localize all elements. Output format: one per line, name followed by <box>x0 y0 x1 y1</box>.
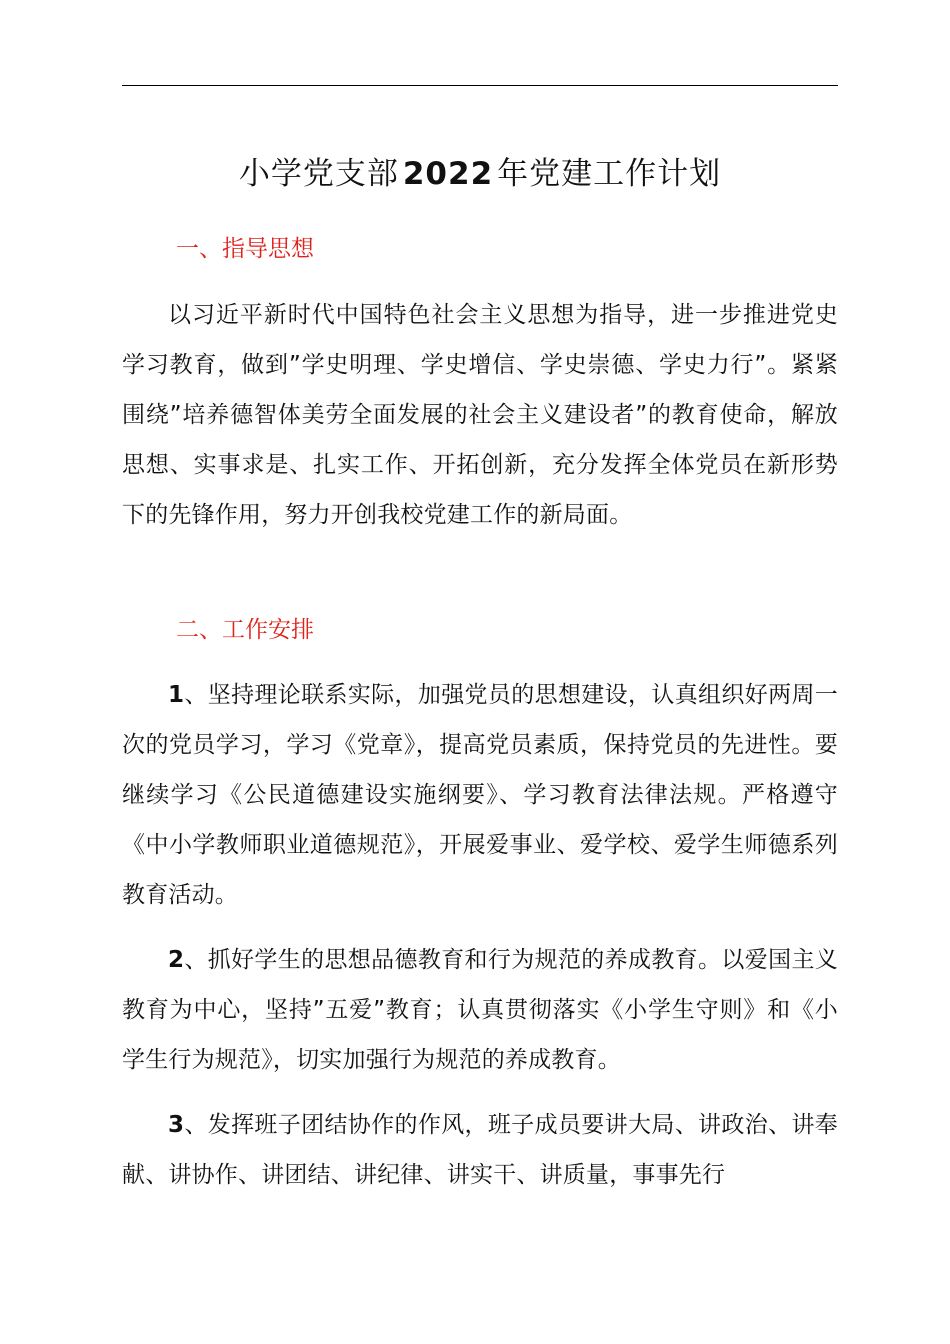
title-suffix: 年党建工作计划 <box>497 156 722 192</box>
paragraph-item-2 <box>122 935 838 1085</box>
item-number: 2 <box>168 947 185 973</box>
paragraph-guiding-ideology <box>122 290 838 540</box>
title-year: 2022 <box>402 156 494 192</box>
header-rule <box>122 85 838 86</box>
paragraph-text: 、发挥班子团结协作的作风，班子成员要讲大局、讲政治、讲奉献、讲协作、讲团结、讲纪律、讲实干、讲质量，事事先行 <box>122 1112 838 1188</box>
paragraph-item-3 <box>122 1100 838 1200</box>
paragraph-text: 以习近平新时代中国特色社会主义思想为指导，进一步推进党史学习教育，做到”学史明理、学史增信、学史崇德、学史力行”。紧紧围绕”培养德智体美劳全面发展的社会主义建设者”的教育使命，解放思想、实事求是、扎实工作、开拓创新，充分发挥全体党员在新形势下的先锋作用，努力开创我校党建工作的新局面。 <box>122 302 838 528</box>
title-prefix: 小学党支部 <box>238 156 399 192</box>
paragraph-text: 、抓好学生的思想品德教育和行为规范的养成教育。以爱国主义教育为中心，坚持”五爱”教育；认真贯彻落实《小学生守则》和《小学生行为规范》，切实加强行为规范的养成教育。 <box>122 947 838 1073</box>
document-title <box>122 150 838 198</box>
item-number: 3 <box>168 1112 185 1138</box>
item-number: 1 <box>168 682 185 708</box>
section-heading-guiding-ideology: 一、指导思想 <box>176 236 314 262</box>
section-heading-work-arrangement: 二、工作安排 <box>176 617 314 643</box>
paragraph-text: 、坚持理论联系实际，加强党员的思想建设，认真组织好两周一次的党员学习，学习《党章》，提高党员素质，保持党员的先进性。要继续学习《公民道德建设实施纲要》、学习教育法律法规。严格遵守《中小学教师职业道德规范》，开展爱事业、爱学校、爱学生师德系列教育活动。 <box>122 682 838 908</box>
paragraph-item-1 <box>122 670 838 920</box>
